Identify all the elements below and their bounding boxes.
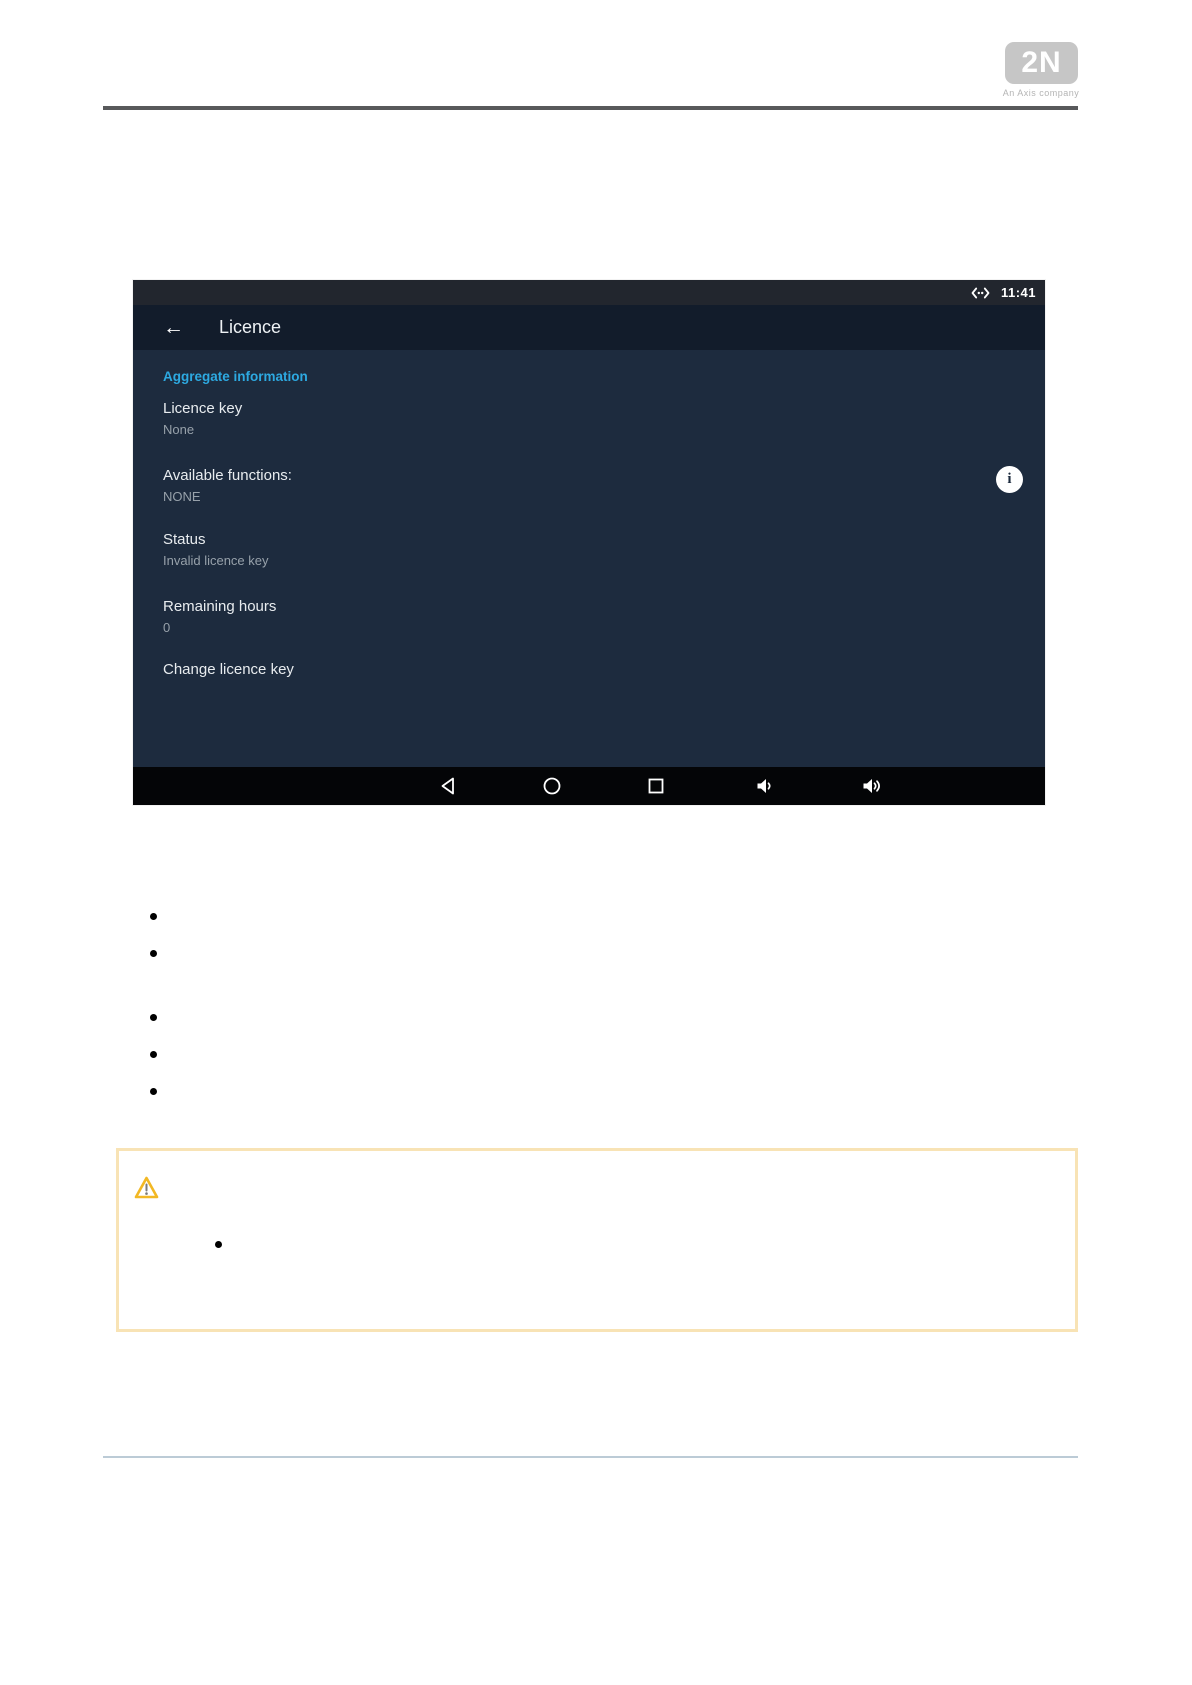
field-value: None bbox=[163, 422, 195, 437]
header-divider bbox=[103, 106, 1078, 110]
home-icon[interactable] bbox=[540, 776, 564, 796]
field-label: Remaining hours bbox=[163, 598, 277, 615]
list-bullet bbox=[215, 1241, 222, 1248]
volume-down-icon[interactable] bbox=[753, 776, 777, 796]
footer-divider bbox=[103, 1456, 1078, 1458]
status-field bbox=[163, 531, 863, 568]
field-label: Change licence key bbox=[163, 661, 294, 678]
warning-triangle-icon bbox=[133, 1175, 160, 1205]
list-bullet bbox=[150, 913, 157, 920]
remaining-hours-field bbox=[163, 598, 863, 635]
clock: 11:41 bbox=[1000, 285, 1036, 300]
available-functions-field[interactable] bbox=[163, 467, 863, 504]
list-bullet bbox=[150, 1014, 157, 1021]
field-value: NONE bbox=[163, 489, 201, 504]
list-bullet bbox=[150, 950, 157, 957]
android-nav-bar bbox=[133, 767, 1045, 805]
list-bullet bbox=[150, 1088, 157, 1095]
back-icon[interactable] bbox=[436, 776, 460, 796]
ethernet-icon bbox=[971, 286, 990, 300]
list-bullet bbox=[150, 1051, 157, 1058]
app-bar bbox=[133, 305, 1045, 350]
warning-admonition bbox=[116, 1148, 1078, 1332]
info-icon[interactable]: i bbox=[996, 466, 1023, 493]
section-title: Aggregate information bbox=[163, 369, 308, 384]
field-label: Available functions: bbox=[163, 467, 292, 484]
field-label: Status bbox=[163, 531, 206, 548]
back-arrow-icon[interactable]: ← bbox=[163, 316, 184, 339]
logo-subtitle: An Axis company bbox=[1002, 88, 1080, 98]
volume-up-icon[interactable] bbox=[860, 776, 884, 796]
status-bar bbox=[133, 280, 1045, 305]
android-licence-screenshot bbox=[133, 280, 1045, 805]
field-label: Licence key bbox=[163, 400, 243, 417]
change-licence-key-button[interactable] bbox=[163, 661, 863, 678]
field-value: Invalid licence key bbox=[163, 553, 269, 568]
licence-settings-panel bbox=[133, 350, 1045, 767]
page-title: Licence bbox=[219, 317, 282, 337]
licence-key-field[interactable] bbox=[163, 400, 863, 437]
logo-text: 2N bbox=[1021, 46, 1062, 79]
2n-logo bbox=[1005, 42, 1078, 84]
field-value: 0 bbox=[163, 620, 171, 635]
recents-icon[interactable] bbox=[644, 776, 668, 796]
